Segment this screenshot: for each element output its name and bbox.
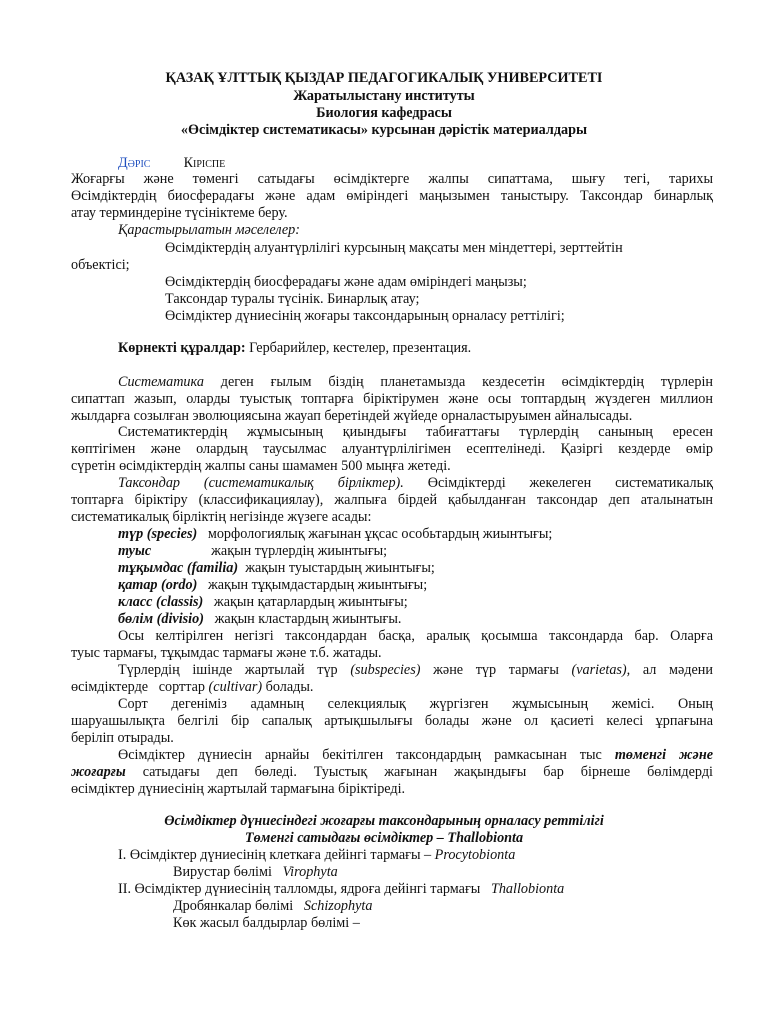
tools-value: Гербарийлер, кестелер, презентация. (245, 340, 472, 356)
p7-text: сатыдағы деп бөледі. Туыстық жағынан жақындығы бар бірнеше бөлімдерді (125, 764, 713, 780)
taxon-species (118, 526, 552, 543)
tools-line (118, 340, 471, 357)
item-text: II. Өсімдіктер дүниесінің талломды, ядроға дейінгі тармағы (118, 881, 491, 897)
taxon-desc: жақын туыстардың жиынтығы; (238, 560, 435, 576)
intro-line-1: Жоғарғы және төменгі сатыдағы өсімдіктерге жалпы сипаттама, шығу тегі, тарихы (71, 171, 713, 187)
item-2-sub-1 (173, 898, 372, 915)
lecture-heading (118, 155, 225, 172)
p5-text: болады. (262, 679, 314, 695)
institute-title: Жаратылыстану институты (293, 88, 475, 104)
p5-latin: (varietas), (571, 662, 631, 678)
p5-text: және түр тармағы (420, 662, 572, 678)
p6-line-b: шаруашылықта белгілі бір сапалық артықшылығы болады және ол қасиеті келесі ұрпағына (71, 713, 713, 729)
p4-line-b: туыс тармағы, тұқымдас тармағы және т.б. жатады. (71, 645, 382, 661)
taxon-term: түр (species) (118, 526, 198, 542)
taxon-term: бөлім (divisio) (118, 611, 204, 627)
taxon-term: класс (classis) (118, 594, 204, 610)
p2-line-a: Систематиктердің жұмысының қиындығы табиғаттағы түрлердің санының ересен (118, 424, 713, 440)
intro-line-3: атау терминдеріне түсініктеме беру. (71, 205, 288, 221)
taxon-desc: жақын түрлердің жиынтығы; (211, 543, 388, 559)
issue-3: Таксондар туралы түсінік. Бинарлық атау; (165, 291, 420, 307)
p6-line-c: беріліп отырады. (71, 730, 174, 746)
p5-line-b (71, 679, 313, 696)
intro-line-2: Өсімдіктердің биосферадағы және адам өміріндегі маңызымен таныстыру. Таксондар бинарлық (71, 188, 713, 204)
p1-line-a (118, 374, 713, 391)
item-1 (118, 847, 515, 864)
taxon-familia (118, 560, 435, 577)
p3-line-c: систематикалық бірліктің негізінде жүзеге асады: (71, 509, 372, 525)
p3-line-a (118, 475, 713, 492)
p5-text: Түрлердің ішінде жартылай түр (118, 662, 351, 678)
issue-1b: объектісі; (71, 257, 130, 273)
p7-emphasis: жоғарғы (71, 764, 126, 780)
p7-line-a (118, 747, 713, 764)
taxon-desc: жақын қатарлардың жиынтығы; (203, 594, 408, 610)
p1-term: Систематика (118, 374, 204, 390)
p1-text-a: деген ғылым біздің планетамызда кездесетін өсімдіктердің түрлерін (203, 374, 713, 390)
taxon-genus (118, 543, 387, 560)
course-title: «Өсімдіктер систематикасы» курсынан дәрістік материалдары (180, 122, 588, 138)
taxon-classis (118, 594, 408, 611)
taxon-desc: жақын тұқымдастардың жиынтығы; (197, 577, 428, 593)
taxon-term: тұқымдас (familia) (118, 560, 239, 576)
taxon-divisio (118, 611, 401, 628)
p7-line-c: өсімдіктер дүниесінің жартылай тармағына біріктіреді. (71, 781, 406, 797)
issue-4: Өсімдіктер дүниесінің жоғары таксондарының орналасу реттілігі; (165, 308, 565, 324)
department-title: Биология кафедрасы (316, 105, 452, 121)
taxon-term: туыс (118, 543, 152, 559)
p5-latin: (subspecies) (350, 662, 421, 678)
item-2-sub-2: Көк жасыл балдырлар бөлімі – (173, 915, 360, 931)
tools-label: Көрнекті құралдар: (118, 340, 246, 356)
issue-1a: Өсімдіктердің алуантүрлілігі курсының мақсаты мен міндеттері, зерттейтін (165, 240, 623, 256)
p3-line-b: топтарға біріктіру (классификациялау), жалпыға бірдей қабылданған таксондар деп аталынатын (71, 492, 713, 508)
p5-text: өсімдіктерде сорттар (71, 679, 209, 695)
p7-emphasis: төменгі және (614, 747, 713, 763)
p1-line-c: жылдарға созылған эволюциясына жауап беретіндей жүйеде орналастыруымен айналысады. (71, 408, 633, 424)
p1-line-b: сипаттап жазып, оларды туыстық топтарға біріктірумен және осы топтардың жүздеген миллион (71, 391, 713, 407)
item-latin: Thallobionta (490, 881, 565, 897)
item-2 (118, 881, 564, 898)
item-text: Дробянкалар бөлімі (173, 898, 304, 914)
taxon-term: қатар (ordo) (118, 577, 198, 593)
item-latin: Schizophyta (303, 898, 373, 914)
item-text: Вирустар бөлімі (173, 864, 283, 880)
p6-line-a: Сорт дегеніміз адамның селекциялық жүргізген жұмысының жемісі. Оның (118, 696, 713, 712)
lecture-title: Кіріспе (183, 155, 226, 171)
p5-line-a (118, 662, 713, 679)
section-heading-2: Төменгі сатыдағы өсімдіктер – Thallobionta (244, 830, 524, 846)
lecture-label: Дәріс (118, 155, 151, 171)
p4-line-a: Осы келтірілген негізгі таксондардан басқа, аралық қосымша таксондарда бар. Оларға (118, 628, 713, 644)
p7-text: Өсімдіктер дүниесін арнайы бекітілген таксондардың рамкасынан тыс (118, 747, 615, 763)
p5-text: ал мәдени (630, 662, 713, 678)
p2-line-c: сүретін өсімдіктердің жалпы саны шамамен 500 мыңға жетеді. (71, 458, 451, 474)
p5-latin: (cultivar) (208, 679, 263, 695)
item-latin: Virophyta (282, 864, 338, 880)
taxon-desc: жақын кластардың жиынтығы. (203, 611, 402, 627)
university-title: ҚАЗАҚ ҰЛТТЫҚ ҚЫЗДАР ПЕДАГОГИКАЛЫҚ УНИВЕРСИТЕТІ (165, 70, 603, 86)
p7-line-b (71, 764, 713, 781)
issues-label: Қарастырылатын мәселелер: (118, 222, 300, 238)
taxon-desc: морфологиялық жағынан ұқсас особьтардың жиынтығы; (197, 526, 553, 542)
item-text: I. Өсімдіктер дүниесінің клеткаға дейінгі тармағы – (118, 847, 435, 863)
item-1-sub (173, 864, 338, 881)
p3-text-a: Өсімдіктерді жекелеген систематикалық (403, 475, 713, 491)
item-latin: Procytobionta (434, 847, 516, 863)
section-heading-1: Өсімдіктер дүниесіндегі жоғарғы таксондарының орналасу реттілігі (164, 813, 604, 829)
p2-line-b: көптігімен және олардың таусылмас алуантүрлілігімен есептелінеді. Қазіргі кездерде өмір (71, 441, 713, 457)
issue-2: Өсімдіктердің биосферадағы және адам өміріндегі маңызы; (165, 274, 527, 290)
taxon-ordo (118, 577, 427, 594)
p3-term: Таксондар (систематикалық бірліктер). (118, 475, 404, 491)
